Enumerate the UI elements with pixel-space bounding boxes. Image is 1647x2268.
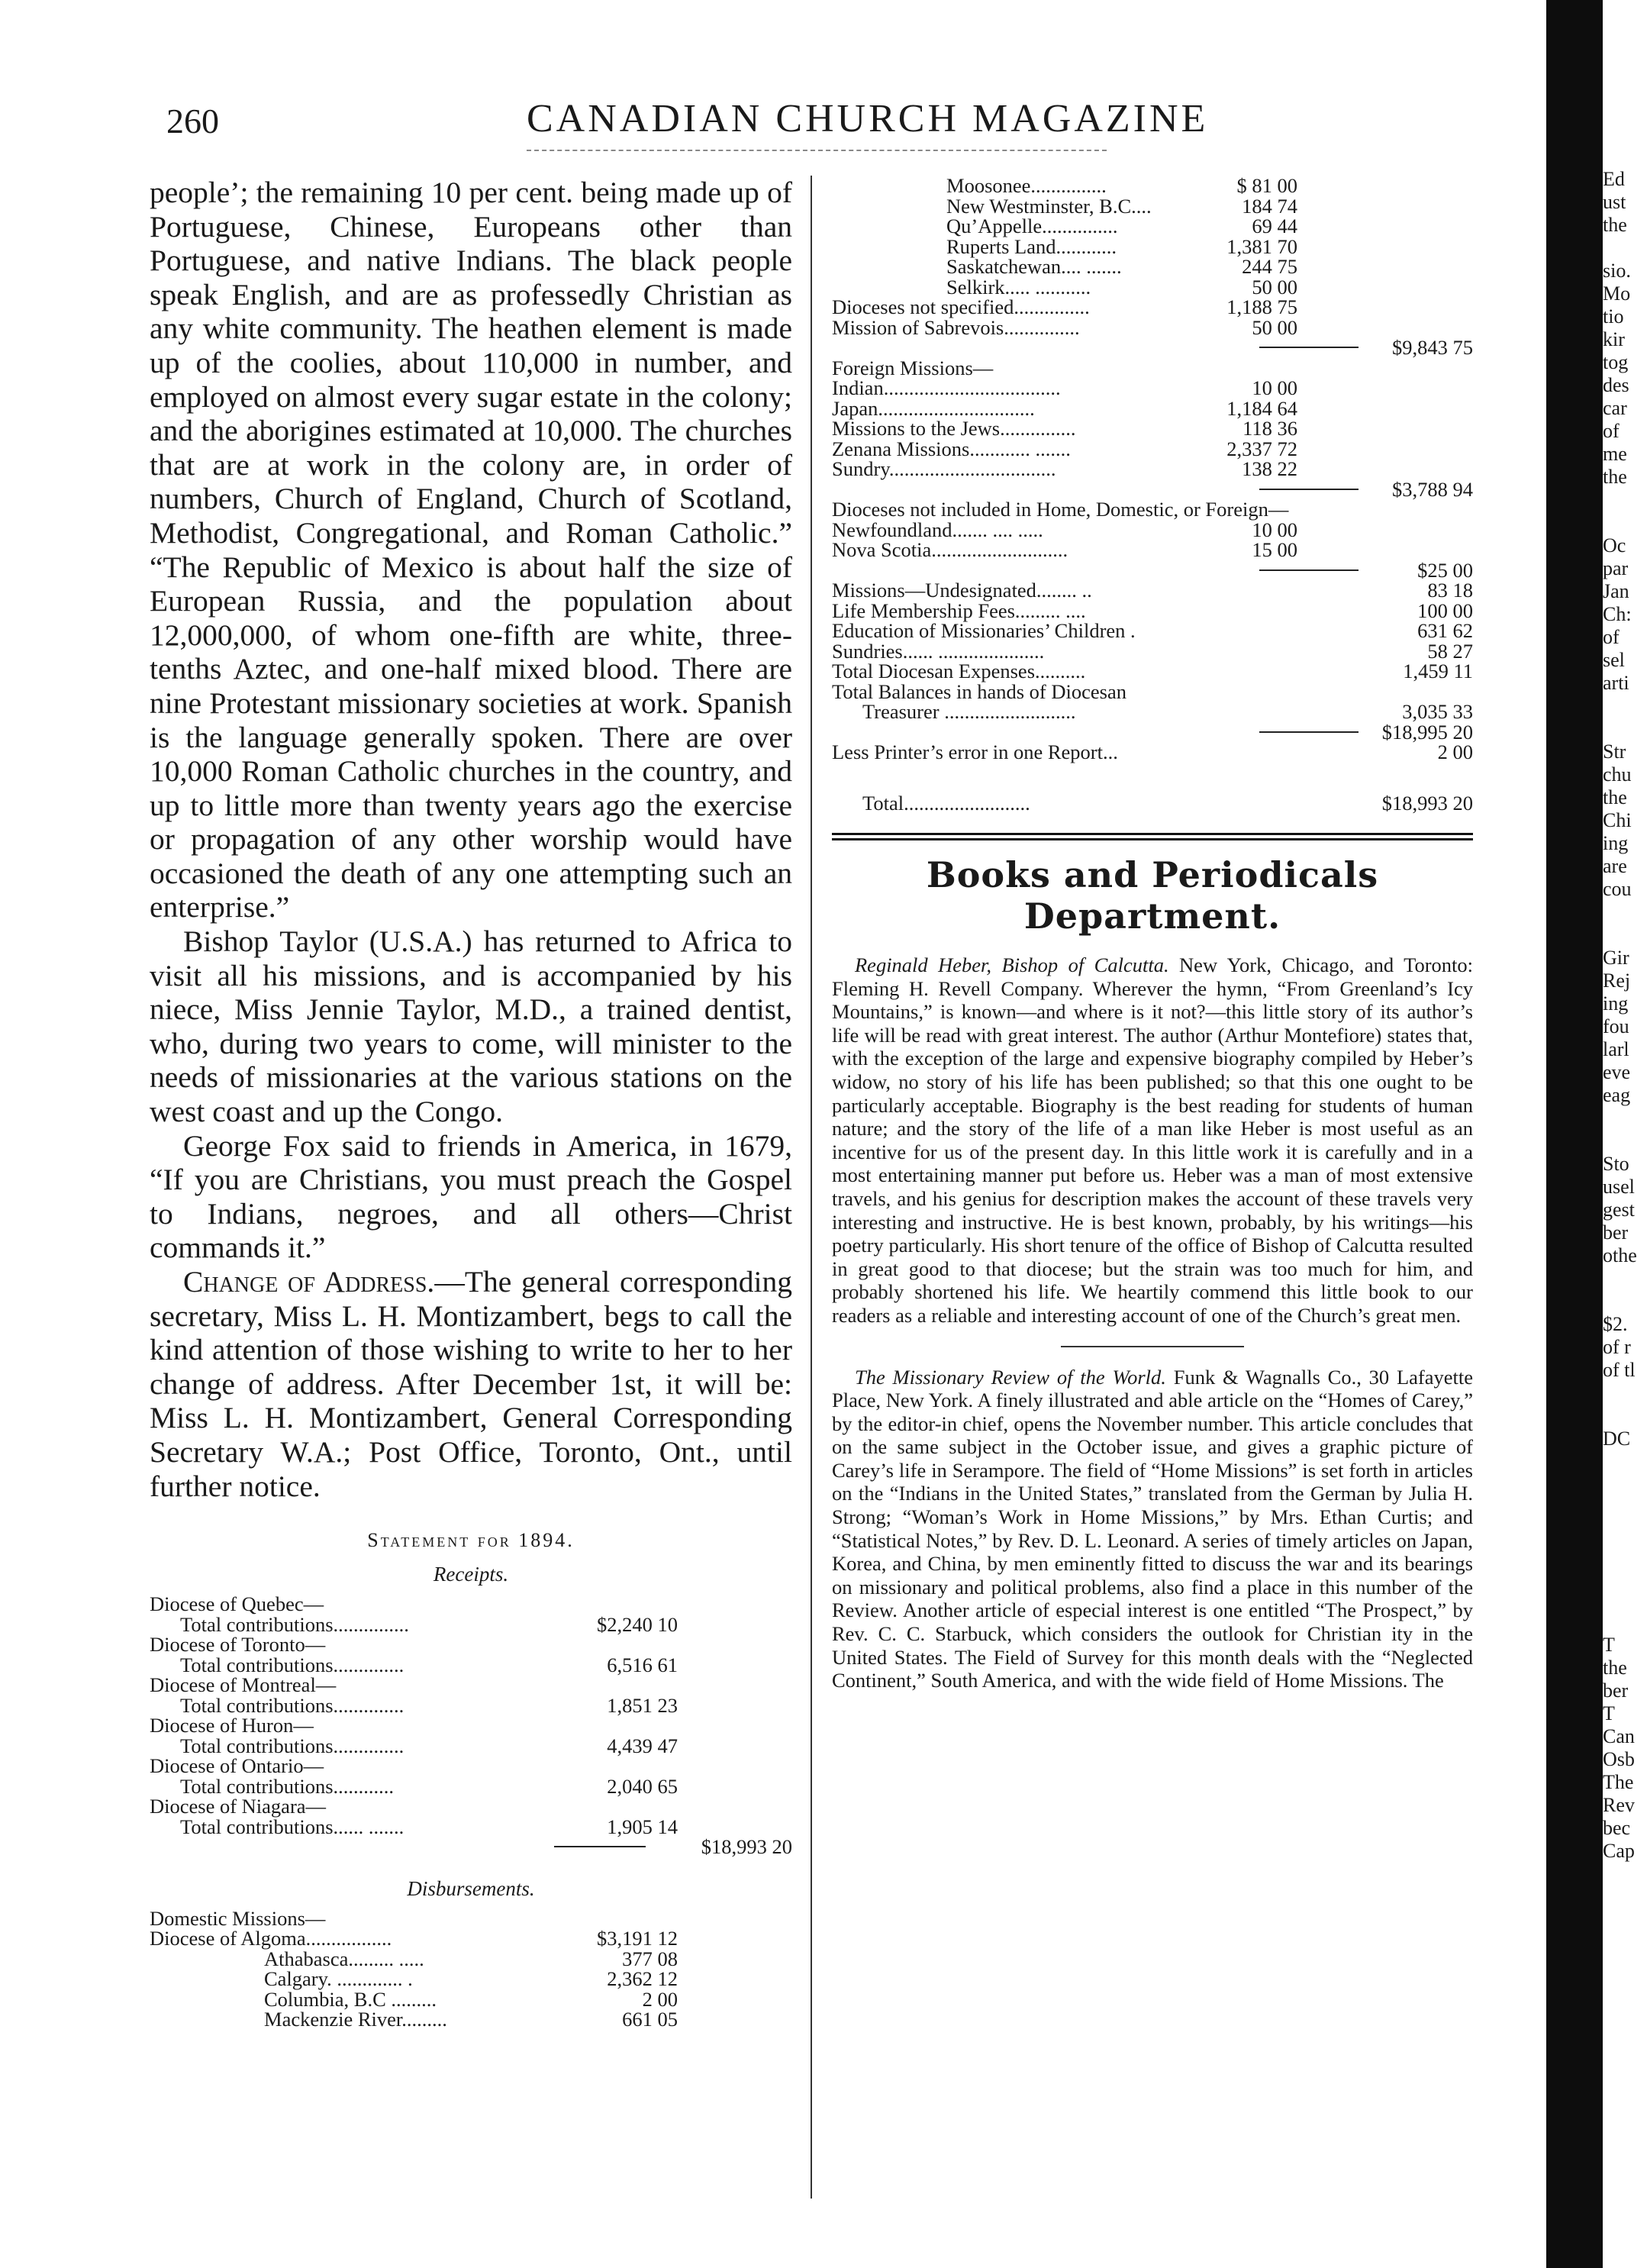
ledger-row	[150, 1634, 792, 1655]
ledger-row	[150, 1796, 792, 1817]
adjacent-page-text	[1603, 718, 1647, 740]
ledger-row	[150, 1989, 792, 2010]
books-section-heading: Books and Periodicals Department.	[926, 854, 1379, 937]
ledger-amount: $ 81 00	[1236, 174, 1297, 197]
ledger-amount: 184 74	[1242, 194, 1297, 218]
adjacent-page-text	[1603, 237, 1647, 260]
ledger-total: 83 18	[1427, 579, 1473, 602]
adjacent-page-text	[1603, 1267, 1647, 1290]
adjacent-page-text: eve	[1603, 1061, 1631, 1083]
adjacent-page-text: ber	[1603, 1679, 1629, 1702]
adjacent-page-text: ing	[1603, 832, 1629, 854]
subtotal-rule	[1259, 731, 1359, 733]
ledger-label: Diocese of Huron—	[150, 1714, 314, 1737]
review-missionary-review-body: Funk & Wagnalls Co., 30 Lafayette Place, New York. A finely illustrated and able article on the “Homes of Carey,” by the editor-in chief, opens the November number. This article concludes that on the same subject in the October issue, and gives a graphic picture of Carey’s life in Serampore. The field of “Home Missions” is set forth in articles on the “Indians in the United States,” translated from the German by Julia H. Strong; “Woman’s Work in Home Missions,” by Mrs. Ethan Curtis; and “Statistical Notes,” by Rev. D. L. Leonard. A series of timely articles on Japan, Korea, and China, by men eminently fitted to discuss the war and its bearings on missionary and political problems, also find a place in this number of the Review. Another article of especial interest is one entitled “The Prospect,” by Rev. C. C. Starbuck, which considers the outlook for Christian ity in the United States. The Field of Survey for this month deals with the “Neglected Continent,” South America, and with the wide field of Home Missions. The	[832, 1365, 1473, 1692]
statement-title: Statement for 1894.	[367, 1529, 575, 1552]
ledger-amount: 2,040 65	[607, 1774, 678, 1798]
adjacent-page-text: Jan	[1603, 580, 1629, 602]
adjacent-page-text: Gir	[1603, 947, 1629, 969]
ledger-row	[832, 256, 1473, 277]
adjacent-page-text: T	[1603, 1634, 1615, 1656]
adjacent-page-text: usel	[1603, 1176, 1635, 1198]
adjacent-page-text: othe	[1603, 1244, 1637, 1266]
adjacent-page-text: Sto	[1603, 1153, 1629, 1175]
ledger-label: Domestic Missions—	[150, 1906, 326, 1930]
ledger-row	[832, 679, 1473, 703]
ledger-label: Dioceses not included in Home, Domestic, or Foreign—	[832, 498, 1289, 521]
adjacent-page-text: tio	[1603, 305, 1624, 327]
ledger-row	[832, 479, 1473, 500]
adjacent-page-text	[1603, 1542, 1647, 1565]
ledger-label: Mission of Sabrevois...............	[832, 315, 1080, 339]
ledger-amount: 10 00	[1252, 376, 1297, 399]
adjacent-page-text: T	[1603, 1702, 1615, 1724]
ledger-row	[150, 1715, 792, 1736]
ledger-label: Indian...................................	[832, 376, 1061, 399]
body-paragraph-bishop-taylor: Bishop Taylor (U.S.A.) has returned to Africa to visit all his missions, and is accompanied by his niece, Miss Jennie Taylor, M.D., a trained dentist, who, during two years to come, will minister to the needs of missionaries at the various stations on the west coast and up the Congo.	[150, 924, 792, 1129]
ledger-row	[150, 1776, 792, 1797]
adjacent-page-text	[1603, 1496, 1647, 1519]
adjacent-page-text: fou	[1603, 1015, 1629, 1037]
adjacent-page-text: ing	[1603, 992, 1629, 1015]
ledger-row	[150, 1949, 792, 1970]
ledger-amount: 118 36	[1243, 417, 1297, 440]
adjacent-page-text: Osb	[1603, 1748, 1635, 1770]
adjacent-page-text: tog	[1603, 351, 1629, 373]
receipts-table	[150, 1594, 792, 1857]
adjacent-page-text	[1603, 489, 1647, 511]
adjacent-page-text: gest	[1603, 1199, 1635, 1221]
adjacent-page-text: DC	[1603, 1428, 1631, 1450]
ledger-amount: 661 05	[622, 2008, 678, 2031]
adjacent-page-text: me	[1603, 443, 1627, 465]
adjacent-page-text: kir	[1603, 328, 1625, 350]
adjacent-page-text: larl	[1603, 1038, 1629, 1060]
adjacent-page-text: cou	[1603, 878, 1632, 900]
ledger-label: Diocese of Algoma.................	[150, 1927, 392, 1950]
ledger-total: $18,995 20	[1381, 720, 1473, 744]
running-title: CANADIAN CHURCH MAGAZINE	[527, 97, 1209, 140]
ledger-row	[832, 702, 1473, 722]
adjacent-page-text: chu	[1603, 763, 1632, 786]
adjacent-page-text	[1603, 901, 1647, 924]
ledger-label: Total contributions...............	[180, 1612, 409, 1636]
adjacent-page-text: the	[1603, 1657, 1627, 1679]
ledger-label: Selkirk..... ...........	[946, 275, 1091, 298]
ledger-row	[832, 398, 1473, 419]
adjacent-page-text: bec	[1603, 1817, 1631, 1839]
adjacent-page-text	[1603, 1565, 1647, 1588]
ledger-label: Diocese of Montreal—	[150, 1673, 337, 1697]
ledger-label: Mackenzie River.........	[264, 2008, 447, 2031]
adjacent-page-text: Oc	[1603, 534, 1626, 557]
ledger-row	[832, 337, 1473, 358]
ledger-label: Total contributions............	[180, 1774, 395, 1798]
ledger-row	[150, 1756, 792, 1776]
adjacent-page-text	[1603, 1130, 1647, 1153]
ledger-amount: 2,362 12	[607, 1967, 678, 1991]
adjacent-page-text	[1603, 695, 1647, 718]
adjacent-page-text: Can	[1603, 1725, 1635, 1747]
adjacent-page-text	[1603, 1588, 1647, 1611]
adjacent-page-text	[1603, 924, 1647, 947]
ledger-label: Total contributions..............	[180, 1653, 404, 1676]
ledger-amount: 6,516 61	[607, 1653, 678, 1676]
ledger-amount: 1,381 70	[1226, 234, 1297, 258]
ledger-amount: 2,337 72	[1226, 437, 1297, 460]
adjacent-page-text: the	[1603, 786, 1627, 808]
ledger-row	[150, 1695, 792, 1716]
header-rule	[527, 150, 1107, 151]
adjacent-page-text: of tl	[1603, 1359, 1636, 1381]
ledger-label: New Westminster, B.C....	[946, 194, 1152, 218]
review-heber-title: Reginald Heber, Bishop of Calcutta.	[855, 953, 1169, 976]
ledger-label: Nova Scotia...........................	[832, 538, 1068, 561]
section-double-rule	[832, 833, 1473, 840]
ledger-total: 58 27	[1427, 639, 1473, 663]
adjacent-page-text: Cap	[1603, 1840, 1635, 1862]
adjacent-page-text: eag	[1603, 1084, 1631, 1106]
adjacent-page-text	[1603, 1519, 1647, 1542]
ledger-row	[150, 1969, 792, 1989]
ledger-row	[150, 1736, 792, 1757]
ledger-label: Newfoundland....... .... .....	[832, 518, 1043, 541]
ledger-row	[150, 1655, 792, 1676]
ledger-row	[832, 176, 1473, 196]
receipts-heading: Receipts.	[433, 1563, 509, 1586]
ledger-label: Total contributions..............	[180, 1693, 404, 1717]
ledger-label: Moosonee...............	[946, 174, 1107, 197]
adjacent-page-fragment	[1603, 168, 1647, 2268]
adjacent-page-text	[1603, 1611, 1647, 1634]
ledger-label: Missions to the Jews...............	[832, 417, 1076, 440]
ledger-label: Athabasca......... .....	[264, 1947, 424, 1970]
ledger-amount: 69 44	[1252, 215, 1297, 237]
adjacent-page-text: of	[1603, 626, 1620, 648]
page-number: 260	[166, 102, 219, 140]
ledger-label: Foreign Missions—	[832, 356, 994, 379]
adjacent-page-text: Ch:	[1603, 603, 1632, 625]
ledger-row	[150, 1594, 792, 1615]
change-of-address-lead: Change of Address.	[183, 1265, 435, 1299]
ledger-row	[150, 1928, 792, 1949]
disbursements-table-left	[150, 1908, 792, 2030]
column-divider	[811, 176, 812, 2199]
ledger-row	[832, 763, 1473, 793]
ledger-row	[832, 234, 1473, 258]
adjacent-page-text	[1603, 1405, 1647, 1428]
ledger-label: Total contributions..............	[180, 1734, 404, 1757]
ledger-row	[832, 358, 1473, 379]
ledger-row	[150, 1612, 792, 1636]
ledger-amount: 1,184 64	[1226, 396, 1297, 420]
ledger-label: Total.........................	[862, 791, 1030, 815]
subtotal-rule	[554, 1846, 646, 1847]
ledger-row	[832, 560, 1473, 581]
ledger-label: Calgary. ............. .	[264, 1967, 413, 1991]
ledger-label: Zenana Missions............ .......	[832, 437, 1071, 460]
body-paragraph-guiana-mexico: people’; the remaining 10 per cent. being made up of Portuguese, Chinese, Europeans other than Portuguese, and native Indians. The black people speak English, and are as professedly Christian as any white community. The heathen element is made up of the coolies, about 110,000 in number, and employed on almost every sugar estate in the colony; and the aborigines estimated at 10,000. The churches that are at work in the colony are, in order of numbers, Church of England, Church of Scotland, Methodist, Congregational, and Roman Catholic.” “The Republic of Mexico is about half the size of European Russia, and the population about 12,000,000, of whom one-fifth are white, three-tenths Aztec, and one-half mixed blood. There are nine Protestant missionary societies at work. Spanish is the language generally spoken. There are over 10,000 Roman Catholic churches in the country, and up to little more than twenty years ago the exercise or propagation of any other worship would have occasioned the death of any one attempting such an enterprise.”	[150, 176, 792, 924]
adjacent-page-text: of r	[1603, 1336, 1631, 1358]
change-of-address-body: —The general corresponding secretary, Miss L. H. Montizambert, begs to call the kind attention of those wishing to write to her to her change of address. After December 1st, it will be: Miss L. H. Montizambert, General Corresponding Secretary W.A.; Post Office, Toronto, Ont., until further notice.	[150, 1265, 793, 1503]
ledger-total: 2 00	[1437, 740, 1473, 763]
review-missionary-review	[832, 1366, 1473, 1692]
adjacent-page-text: Ed	[1603, 168, 1625, 190]
disbursements-table-right	[832, 176, 1473, 813]
ledger-amount: 10 00	[1252, 518, 1297, 541]
adjacent-page-text: Mo	[1603, 282, 1631, 305]
ledger-row	[832, 196, 1473, 217]
body-paragraph-change-of-address	[150, 1265, 792, 1503]
adjacent-page-text	[1603, 1450, 1647, 1473]
ledger-row	[150, 1817, 792, 1837]
adjacent-page-text	[1603, 1382, 1647, 1405]
ledger-amount: 15 00	[1252, 538, 1297, 561]
adjacent-page-text: arti	[1603, 672, 1629, 694]
ledger-total: $25 00	[1417, 558, 1473, 582]
ledger-amount: 4,439 47	[607, 1734, 678, 1757]
adjacent-page-text: par	[1603, 557, 1629, 579]
ledger-total: $3,788 94	[1392, 477, 1473, 501]
adjacent-page-text: Str	[1603, 740, 1626, 763]
adjacent-page-text: the	[1603, 466, 1627, 488]
ledger-total: 100 00	[1417, 598, 1473, 622]
ledger-amount: 138 22	[1242, 457, 1297, 480]
ledger-label: Qu’Appelle...............	[946, 215, 1118, 237]
ledger-row	[832, 315, 1473, 339]
ledger-label: Treasurer ..........................	[862, 700, 1076, 723]
adjacent-page-text: of	[1603, 420, 1620, 442]
ledger-label: Sundries...... .....................	[832, 639, 1045, 663]
review-heber-body: New York, Chicago, and Toronto: Fleming H. Revell Company. Wherever the hymn, “From Greenland’s Icy Mountains,” is known—and where is it not?—this little story of its author’s life will be read with great interest. The author (Arthur Montefiore) states that, with the exception of the large and expensive biography compiled by Heber’s widow, no story of his life has been published; so that this one ought to be particularly acceptable. Biography is the best reading for students of human nature; and the story of the life of a man like Heber is most useful as an incentive for us of the present day. In this little work it is carefully and in a most entertaining manner put before us. Heber was a man of most extensive travels, and his genius for description makes the account of these travels very interesting and instructive. He is best known, probably, by his writings—his poetry particularly. His short tenure of the office of Bishop of Calcutta resulted in great good to that diocese; but the strain was too much for him, and probably shortened his life. We heartily commend this little book to our readers as a reliable and interesting account of one of the Church’s great men.	[832, 953, 1473, 1327]
ledger-label: Sundry.................................	[832, 457, 1056, 480]
adjacent-page-text: are	[1603, 855, 1627, 877]
scan-edge-band	[1546, 0, 1603, 2268]
adjacent-page-text: the	[1603, 214, 1627, 236]
subtotal-rule	[1259, 569, 1359, 571]
ledger-total: $18,993 20	[701, 1835, 792, 1859]
ledger-amount: 1,905 14	[607, 1815, 678, 1838]
ledger-label: Diocese of Quebec—	[150, 1592, 324, 1616]
ledger-row	[150, 1675, 792, 1695]
disbursements-heading: Disbursements.	[407, 1876, 535, 1900]
adjacent-page-text: ber	[1603, 1221, 1629, 1244]
ledger-row	[832, 499, 1473, 520]
ledger-label: Diocese of Niagara—	[150, 1795, 327, 1818]
ledger-label: Diocese of Ontario—	[150, 1754, 324, 1778]
ledger-amount: $2,240 10	[597, 1612, 678, 1636]
review-missionary-review-title: The Missionary Review of the World.	[855, 1365, 1166, 1389]
adjacent-page-text: Rej	[1603, 969, 1631, 992]
ledger-row	[150, 1908, 792, 1929]
right-column	[832, 176, 1473, 1692]
body-paragraph-george-fox: George Fox said to friends in America, in 1679, “If you are Christians, you must preach the Gospel to Indians, negroes, and all others—Christ commands it.”	[150, 1128, 792, 1265]
ledger-label: Less Printer’s error in one Report...	[832, 740, 1118, 763]
ledger-label: Columbia, B.C .........	[264, 1987, 437, 2011]
ledger-label: Diocese of Toronto—	[150, 1633, 326, 1657]
ledger-label: Dioceses not specified...............	[832, 295, 1090, 318]
ledger-amount: $3,191 12	[597, 1927, 678, 1950]
ledger-row	[832, 439, 1473, 460]
ledger-amount: 50 00	[1252, 275, 1297, 298]
ledger-row	[832, 742, 1473, 763]
ledger-total: 3,035 33	[1402, 700, 1473, 723]
ledger-row	[150, 1837, 792, 1857]
ledger-label: Japan...............................	[832, 396, 1035, 420]
ledger-label: Education of Missionaries’ Children .	[832, 619, 1136, 642]
adjacent-page-text	[1603, 1107, 1647, 1130]
subtotal-rule	[1259, 489, 1359, 490]
ledger-row	[832, 793, 1473, 814]
adjacent-page-text: ust	[1603, 191, 1626, 213]
ledger-row	[832, 621, 1473, 641]
ledger-total: 631 62	[1417, 619, 1473, 642]
adjacent-page-text: des	[1603, 374, 1629, 396]
adjacent-page-text: $2.	[1603, 1313, 1628, 1335]
ledger-row	[832, 297, 1473, 318]
ledger-row	[832, 459, 1473, 479]
review-separator	[1061, 1346, 1244, 1347]
ledger-label: Life Membership Fees......... ....	[832, 598, 1086, 622]
ledger-label: Saskatchewan.... .......	[946, 255, 1122, 278]
ledger-row	[832, 540, 1473, 560]
subtotal-rule	[1259, 347, 1359, 348]
ledger-total: $9,843 75	[1392, 336, 1473, 359]
adjacent-page-text: sio.	[1603, 260, 1631, 282]
adjacent-page-text	[1603, 1290, 1647, 1313]
adjacent-page-text: car	[1603, 397, 1627, 419]
ledger-label: Total Balances in hands of Diocesan	[832, 679, 1126, 703]
ledger-label: Total Diocesan Expenses..........	[832, 660, 1086, 682]
ledger-amount: 377 08	[622, 1947, 678, 1970]
ledger-total: $18,993 20	[1381, 791, 1473, 815]
ledger-label: Ruperts Land............	[946, 234, 1117, 258]
adjacent-page-text	[1603, 1473, 1647, 1496]
ledger-row	[832, 641, 1473, 662]
adjacent-page-text: The	[1603, 1771, 1634, 1793]
ledger-row	[832, 520, 1473, 540]
left-column	[150, 176, 792, 2030]
ledger-row	[832, 598, 1473, 622]
ledger-amount: 1,851 23	[607, 1693, 678, 1717]
ledger-row	[832, 722, 1473, 743]
ledger-row	[832, 378, 1473, 398]
ledger-label: Total contributions...... .......	[180, 1815, 404, 1838]
ledger-row	[832, 216, 1473, 237]
ledger-amount: 1,188 75	[1226, 295, 1297, 318]
ledger-amount: 244 75	[1242, 255, 1297, 278]
adjacent-page-text	[1603, 511, 1647, 534]
ledger-label: Missions—Undesignated........ ..	[832, 579, 1092, 602]
ledger-row	[832, 661, 1473, 682]
ledger-amount: 50 00	[1252, 315, 1297, 339]
ledger-row	[150, 2009, 792, 2030]
ledger-row	[832, 418, 1473, 439]
review-heber	[832, 953, 1473, 1328]
ledger-row	[832, 277, 1473, 298]
adjacent-page-text: Rev	[1603, 1794, 1635, 1816]
ledger-row	[832, 580, 1473, 601]
ledger-total: 1,459 11	[1403, 660, 1473, 682]
adjacent-page-text: sel	[1603, 649, 1625, 671]
adjacent-page-text: Chi	[1603, 809, 1632, 831]
ledger-amount: 2 00	[642, 1987, 678, 2011]
